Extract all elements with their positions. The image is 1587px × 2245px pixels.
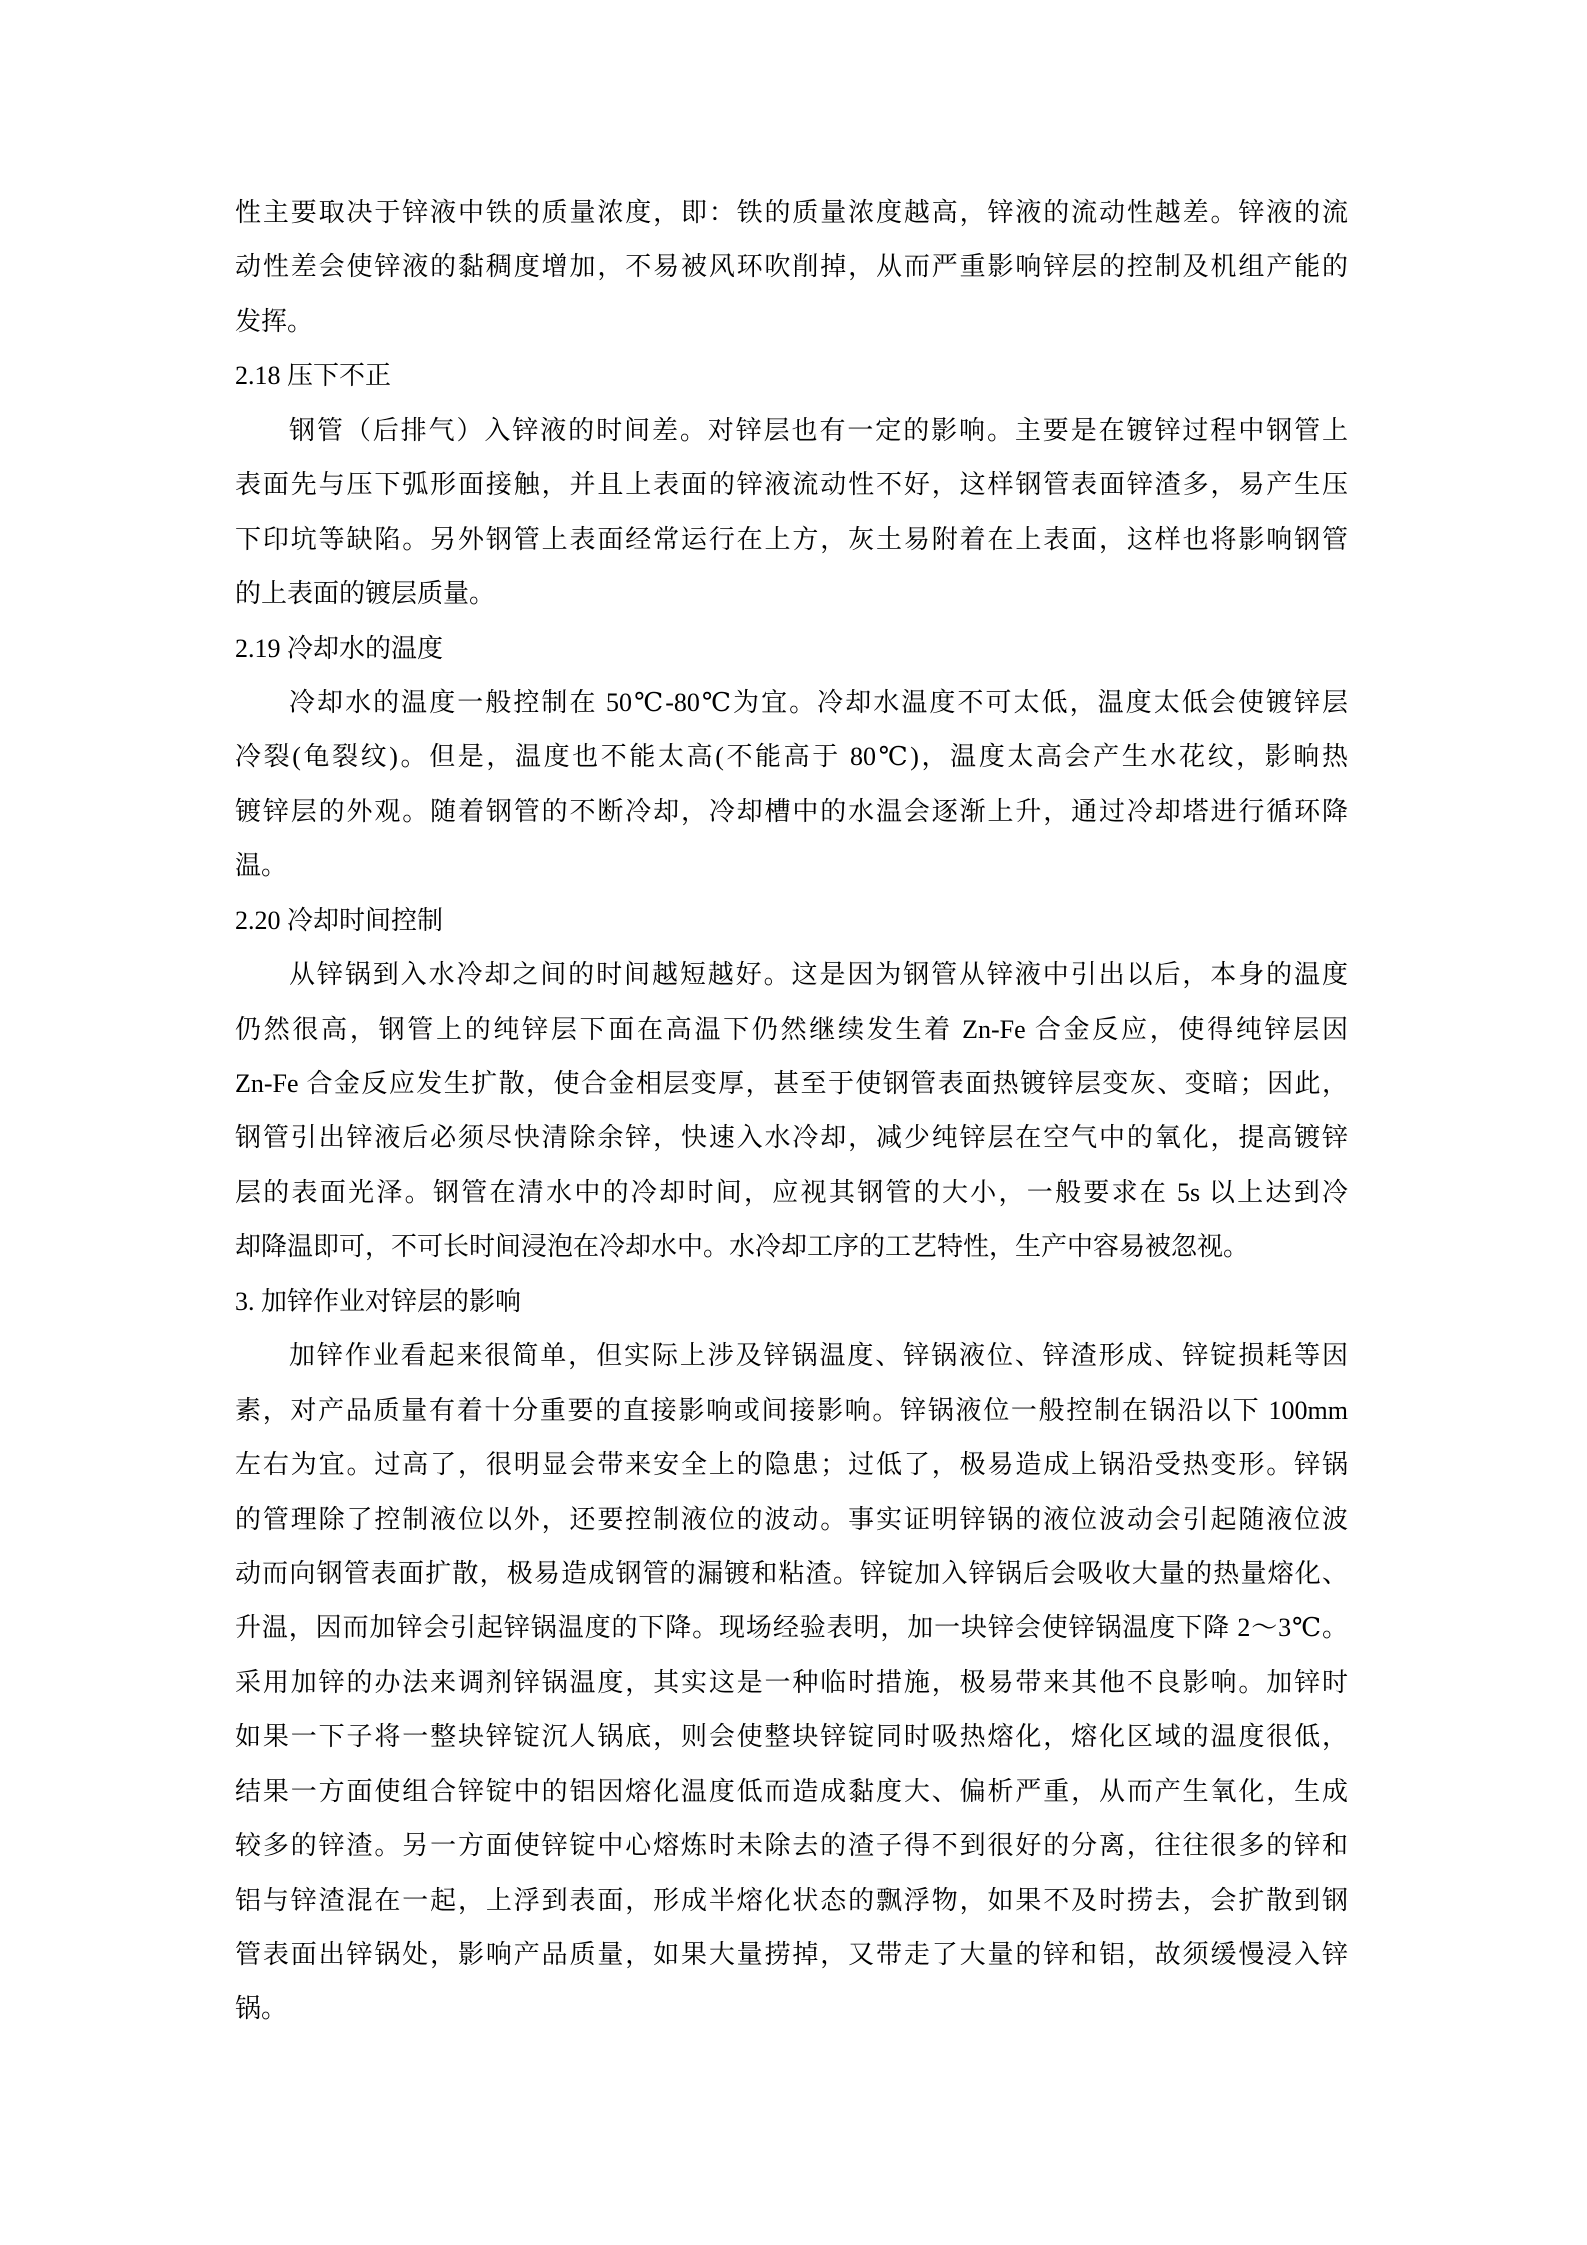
paragraph-line: 层的表面光泽。钢管在清水中的冷却时间，应视其钢管的大小，一般要求在 5s 以上达到冷	[235, 1177, 1348, 1207]
paragraph-line: 的上表面的镀层质量。	[235, 579, 496, 609]
paragraph-line: 左右为宜。过高了，很明显会带来安全上的隐患；过低了，极易造成上锅沿受热变形。锌锅	[235, 1450, 1348, 1480]
heading-line: 2.19 冷却水的温度	[235, 633, 444, 663]
heading-line: 3. 加锌作业对锌层的影响	[235, 1286, 522, 1316]
paragraph-line: 加锌作业看起来很简单，但实际上涉及锌锅温度、锌锅液位、锌渣形成、锌锭损耗等因	[289, 1341, 1348, 1371]
paragraph-line: 动性差会使锌液的黏稠度增加，不易被风环吹削掉，从而严重影响锌层的控制及机组产能的	[235, 252, 1348, 282]
paragraph-line: 的管理除了控制液位以外，还要控制液位的波动。事实证明锌锅的液位波动会引起随液位波	[235, 1504, 1348, 1534]
paragraph-line: 如果一下子将一整块锌锭沉人锅底，则会使整块锌锭同时吸热熔化，熔化区域的温度很低，	[235, 1722, 1348, 1752]
paragraph-line: 温。	[235, 851, 288, 881]
paragraph-line: 钢管（后排气）入锌液的时间差。对锌层也有一定的影响。主要是在镀锌过程中钢管上	[289, 415, 1348, 445]
paragraph-line: 钢管引出锌液后必须尽快清除余锌，快速入水冷却，减少纯锌层在空气中的氧化，提高镀锌	[235, 1123, 1348, 1153]
paragraph-line: 冷却水的温度一般控制在 50℃-80℃为宜。冷却水温度不可太低，温度太低会使镀锌层	[289, 687, 1348, 717]
paragraph-line: 结果一方面使组合锌锭中的铝因熔化温度低而造成黏度大、偏析严重，从而产生氧化，生成	[235, 1776, 1348, 1806]
document-text	[235, 186, 1348, 2037]
paragraph-line: 锅。	[235, 1994, 288, 2024]
heading-line: 2.18 压下不正	[235, 361, 392, 391]
paragraph-line: 铝与锌渣混在一起，上浮到表面，形成半熔化状态的飘浮物，如果不及时捞去，会扩散到钢	[235, 1885, 1348, 1915]
paragraph-line: 动而向钢管表面扩散，极易造成钢管的漏镀和粘渣。锌锭加入锌锅后会吸收大量的热量熔化、	[235, 1558, 1348, 1588]
paragraph-line: Zn-Fe 合金反应发生扩散，使合金相层变厚，甚至于使钢管表面热镀锌层变灰、变暗；因此，	[235, 1069, 1348, 1098]
paragraph-line: 素，对产品质量有着十分重要的直接影响或间接影响。锌锅液位一般控制在锅沿以下 100mm	[235, 1395, 1348, 1425]
paragraph-line: 性主要取决于锌液中铁的质量浓度，即：铁的质量浓度越高，锌液的流动性越差。锌液的流	[235, 198, 1348, 227]
paragraph-line: 下印坑等缺陷。另外钢管上表面经常运行在上方，灰土易附着在上表面，这样也将影响钢管	[235, 524, 1348, 554]
paragraph-line: 冷裂(龟裂纹)。但是，温度也不能太高(不能高于 80℃)，温度太高会产生水花纹，影晌热	[235, 742, 1348, 772]
paragraph-line: 却降温即可，不可长时间浸泡在冷却水中。水冷却工序的工艺特性，生产中容易被忽视。	[235, 1232, 1250, 1262]
paragraph-line: 仍然很高，钢管上的纯锌层下面在高温下仍然继续发生着 Zn-Fe 合金反应，使得纯锌层因	[235, 1014, 1348, 1044]
heading-line: 2.20 冷却时间控制	[235, 905, 444, 935]
paragraph-line: 采用加锌的办法来调剂锌锅温度，其实这是一种临时措施，极易带来其他不良影响。加锌时	[235, 1667, 1348, 1697]
paragraph-line: 较多的锌渣。另一方面使锌锭中心熔炼时未除去的渣子得不到很好的分离，往往很多的锌和	[235, 1831, 1348, 1861]
paragraph-line: 表面先与压下弧形面接触，并且上表面的锌液流动性不好，这样钢管表面锌渣多，易产生压	[235, 470, 1348, 500]
paragraph-line: 管表面出锌锅处，影响产品质量，如果大量捞掉，又带走了大量的锌和铝，故须缓慢浸入锌	[235, 1940, 1348, 1969]
paragraph-line: 从锌锅到入水冷却之间的时间越短越好。这是因为钢管从锌液中引出以后，本身的温度	[289, 960, 1348, 990]
paragraph-line: 升温，因而加锌会引起锌锅温度的下降。现场经验表明，加一块锌会使锌锅温度下降 2～3℃。	[235, 1613, 1348, 1643]
paragraph-line: 镀锌层的外观。随着钢管的不断冷却，冷却槽中的水温会逐渐上升，通过冷却塔进行循环降	[235, 796, 1348, 826]
paragraph-line: 发挥。	[235, 306, 314, 336]
